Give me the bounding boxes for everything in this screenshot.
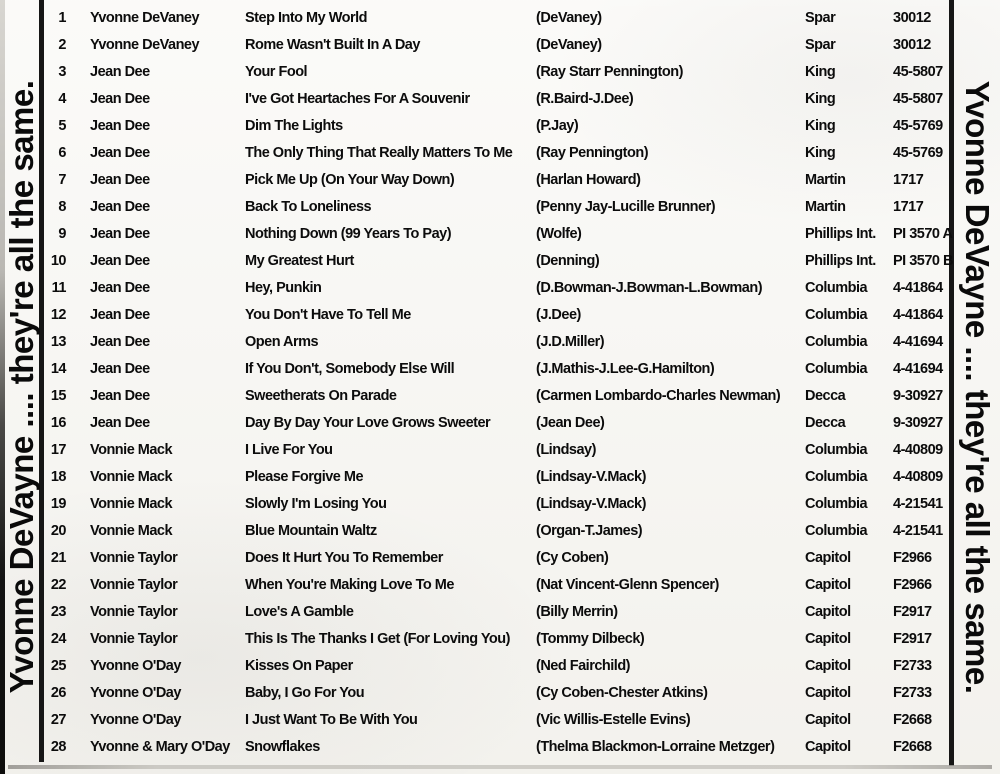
catalog-number: PI 3570 A: [893, 225, 953, 242]
writer-credit: (Harlan Howard): [536, 171, 641, 188]
track-number: 19: [50, 495, 66, 512]
table-row: [46, 328, 950, 355]
record-label: Columbia: [805, 360, 868, 377]
table-row: [46, 544, 950, 571]
writer-credit: (Billy Merrin): [536, 603, 618, 620]
bottom-edge-line: [8, 765, 992, 769]
catalog-number: 1717: [893, 171, 924, 188]
artist-name: Yvonne O'Day: [90, 711, 181, 728]
song-title: Rome Wasn't Built In A Day: [245, 36, 420, 53]
track-number: 3: [58, 63, 66, 80]
table-row: [46, 571, 950, 598]
record-label: King: [805, 90, 836, 107]
record-label: Phillips Int.: [805, 252, 876, 269]
writer-credit: (Thelma Blackmon-Lorraine Metzger): [536, 738, 775, 755]
table-row: [46, 463, 950, 490]
record-label: Columbia: [805, 279, 868, 296]
right-spine-title: Yvonne DeVayne .... they're all the same.: [959, 80, 996, 694]
song-title: The Only Thing That Really Matters To Me: [245, 144, 513, 161]
song-title: Dim The Lights: [245, 117, 343, 134]
catalog-number: 4-41694: [893, 333, 943, 350]
table-row: [46, 193, 950, 220]
writer-credit: (J.D.Miller): [536, 333, 605, 350]
table-row: [46, 436, 950, 463]
song-title: When You're Making Love To Me: [245, 576, 454, 593]
artist-name: Jean Dee: [90, 198, 150, 215]
record-label: Capitol: [805, 711, 851, 728]
writer-credit: (Ray Starr Pennington): [536, 63, 683, 80]
track-number: 1: [58, 9, 66, 26]
catalog-number: 45-5807: [893, 90, 943, 107]
catalog-number: F2966: [893, 549, 932, 566]
writer-credit: (Carmen Lombardo-Charles Newman): [536, 387, 781, 404]
writer-credit: (Organ-T.James): [536, 522, 643, 539]
artist-name: Jean Dee: [90, 387, 150, 404]
song-title: Sweetherats On Parade: [245, 387, 397, 404]
artist-name: Jean Dee: [90, 171, 150, 188]
track-number: 26: [50, 684, 66, 701]
record-label: Martin: [805, 198, 846, 215]
writer-credit: (Nat Vincent-Glenn Spencer): [536, 576, 719, 593]
track-number: 5: [58, 117, 66, 134]
writer-credit: (Ray Pennington): [536, 144, 649, 161]
song-title: Pick Me Up (On Your Way Down): [245, 171, 455, 188]
track-number: 4: [58, 90, 66, 107]
writer-credit: (Penny Jay-Lucille Brunner): [536, 198, 716, 215]
table-row: [46, 625, 950, 652]
artist-name: Vonnie Mack: [90, 441, 173, 458]
writer-credit: (Vic Willis-Estelle Evins): [536, 711, 691, 728]
track-number: 13: [50, 333, 66, 350]
song-title: This Is The Thanks I Get (For Loving You): [245, 630, 510, 647]
writer-credit: (Ned Fairchild): [536, 657, 631, 674]
table-row: [46, 409, 950, 436]
track-number: 17: [50, 441, 66, 458]
table-row: [46, 112, 950, 139]
table-row: [46, 598, 950, 625]
song-title: Love's A Gamble: [245, 603, 354, 620]
catalog-number: 45-5807: [893, 63, 943, 80]
song-title: You Don't Have To Tell Me: [245, 306, 411, 323]
record-label: Spar: [805, 36, 836, 53]
catalog-number: 4-41694: [893, 360, 943, 377]
catalog-number: 30012: [893, 36, 931, 53]
writer-credit: (Tommy Dilbeck): [536, 630, 645, 647]
catalog-number: F2668: [893, 738, 932, 755]
catalog-number: 1717: [893, 198, 924, 215]
track-number: 7: [58, 171, 66, 188]
track-number: 8: [58, 198, 66, 215]
artist-name: Jean Dee: [90, 360, 150, 377]
table-row: [46, 301, 950, 328]
record-label: Capitol: [805, 576, 851, 593]
table-row: [46, 274, 950, 301]
artist-name: Jean Dee: [90, 414, 150, 431]
catalog-number: 4-41864: [893, 279, 943, 296]
artist-name: Vonnie Mack: [90, 495, 173, 512]
track-number: 25: [50, 657, 66, 674]
catalog-number: PI 3570 B: [893, 252, 953, 269]
catalog-number: 45-5769: [893, 144, 943, 161]
catalog-number: 9-30927: [893, 387, 943, 404]
artist-name: Jean Dee: [90, 279, 150, 296]
track-number: 18: [50, 468, 66, 485]
record-label: Capitol: [805, 630, 851, 647]
record-label: Capitol: [805, 657, 851, 674]
song-title: Step Into My World: [245, 9, 368, 26]
writer-credit: (P.Jay): [536, 117, 579, 134]
table-row: [46, 85, 950, 112]
track-listing-table: [46, 4, 953, 760]
table-row: [46, 490, 950, 517]
record-label: Martin: [805, 171, 846, 188]
table-row: [46, 31, 950, 58]
artist-name: Vonnie Taylor: [90, 603, 178, 620]
track-number: 22: [50, 576, 66, 593]
table-row: [46, 247, 953, 274]
writer-credit: (DeVaney): [536, 9, 602, 26]
song-title: Please Forgive Me: [245, 468, 364, 485]
track-number: 12: [50, 306, 66, 323]
record-label: Decca: [805, 414, 846, 431]
song-title: Slowly I'm Losing You: [245, 495, 387, 512]
catalog-number: F2966: [893, 576, 932, 593]
table-row: [46, 382, 950, 409]
artist-name: Yvonne & Mary O'Day: [90, 738, 230, 755]
record-label: King: [805, 63, 836, 80]
track-number: 24: [50, 630, 66, 647]
catalog-number: 4-21541: [893, 522, 943, 539]
writer-credit: (Wolfe): [536, 225, 582, 242]
artist-name: Jean Dee: [90, 144, 150, 161]
artist-name: Vonnie Taylor: [90, 549, 178, 566]
catalog-number: F2917: [893, 630, 932, 647]
track-number: 10: [50, 252, 66, 269]
record-label: Columbia: [805, 306, 868, 323]
record-label: Columbia: [805, 495, 868, 512]
artist-name: Yvonne O'Day: [90, 657, 181, 674]
writer-credit: (Lindsay-V.Mack): [536, 495, 646, 512]
table-row: [46, 220, 953, 247]
track-number: 9: [58, 225, 66, 242]
catalog-number: 45-5769: [893, 117, 943, 134]
song-title: Blue Mountain Waltz: [245, 522, 377, 539]
record-label: Capitol: [805, 603, 851, 620]
artist-name: Jean Dee: [90, 63, 150, 80]
artist-name: Jean Dee: [90, 225, 150, 242]
artist-name: Vonnie Mack: [90, 468, 173, 485]
track-number: 16: [50, 414, 66, 431]
artist-name: Jean Dee: [90, 90, 150, 107]
table-row: [46, 706, 950, 733]
record-label: Columbia: [805, 333, 868, 350]
artist-name: Vonnie Taylor: [90, 630, 178, 647]
record-label: Spar: [805, 9, 836, 26]
track-number: 15: [50, 387, 66, 404]
song-title: Kisses On Paper: [245, 657, 353, 674]
writer-credit: (Lindsay-V.Mack): [536, 468, 646, 485]
left-spine-title: Yvonne DeVayne .... they're all the same.: [3, 80, 40, 694]
artist-name: Vonnie Taylor: [90, 576, 178, 593]
writer-credit: (J.Dee): [536, 306, 581, 323]
writer-credit: (J.Mathis-J.Lee-G.Hamilton): [536, 360, 715, 377]
table-row: [46, 58, 950, 85]
song-title: Day By Day Your Love Grows Sweeter: [245, 414, 491, 431]
song-title: If You Don't, Somebody Else Will: [245, 360, 455, 377]
writer-credit: (Jean Dee): [536, 414, 605, 431]
table-row: [46, 733, 950, 760]
track-number: 11: [51, 279, 66, 296]
track-number: 21: [50, 549, 66, 566]
record-label: Phillips Int.: [805, 225, 876, 242]
catalog-number: 4-21541: [893, 495, 943, 512]
song-title: Baby, I Go For You: [245, 684, 365, 701]
writer-credit: (DeVaney): [536, 36, 602, 53]
writer-credit: (Cy Coben-Chester Atkins): [536, 684, 708, 701]
artist-name: Yvonne O'Day: [90, 684, 181, 701]
song-title: I Live For You: [245, 441, 333, 458]
song-title: Your Fool: [245, 63, 308, 80]
record-label: King: [805, 117, 836, 134]
track-number: 20: [50, 522, 66, 539]
song-title: Hey, Punkin: [245, 279, 322, 296]
track-number: 2: [58, 36, 66, 53]
artist-name: Jean Dee: [90, 117, 150, 134]
catalog-number: F2733: [893, 684, 932, 701]
catalog-number: 9-30927: [893, 414, 943, 431]
catalog-number: 30012: [893, 9, 931, 26]
table-row: [46, 679, 950, 706]
track-number: 27: [50, 711, 66, 728]
record-label: Columbia: [805, 522, 868, 539]
record-label: Decca: [805, 387, 846, 404]
table-row: [46, 652, 950, 679]
song-title: I Just Want To Be With You: [245, 711, 418, 728]
catalog-number: F2733: [893, 657, 932, 674]
record-label: Capitol: [805, 738, 851, 755]
writer-credit: (D.Bowman-J.Bowman-L.Bowman): [536, 279, 763, 296]
song-title: Open Arms: [245, 333, 319, 350]
track-number: 14: [50, 360, 66, 377]
record-label: Capitol: [805, 684, 851, 701]
song-title: Back To Loneliness: [245, 198, 372, 215]
catalog-number: F2917: [893, 603, 932, 620]
table-row: [46, 4, 950, 31]
record-label: Columbia: [805, 441, 868, 458]
writer-credit: (R.Baird-J.Dee): [536, 90, 634, 107]
artist-name: Yvonne DeVaney: [90, 36, 200, 53]
song-title: Does It Hurt You To Remember: [245, 549, 443, 566]
track-number: 28: [50, 738, 66, 755]
song-title: I've Got Heartaches For A Souvenir: [245, 90, 470, 107]
artist-name: Jean Dee: [90, 333, 150, 350]
song-title: Nothing Down (99 Years To Pay): [245, 225, 452, 242]
writer-credit: (Denning): [536, 252, 600, 269]
record-label: King: [805, 144, 836, 161]
table-row: [46, 166, 950, 193]
artist-name: Yvonne DeVaney: [90, 9, 200, 26]
table-row: [46, 355, 950, 382]
table-row: [46, 139, 950, 166]
catalog-number: 4-40809: [893, 441, 943, 458]
song-title: Snowflakes: [245, 738, 320, 755]
catalog-number: 4-40809: [893, 468, 943, 485]
writer-credit: (Lindsay): [536, 441, 596, 458]
record-label: Columbia: [805, 468, 868, 485]
record-label: Capitol: [805, 549, 851, 566]
song-title: My Greatest Hurt: [245, 252, 354, 269]
artist-name: Jean Dee: [90, 306, 150, 323]
track-number: 6: [58, 144, 66, 161]
writer-credit: (Cy Coben): [536, 549, 609, 566]
catalog-number: 4-41864: [893, 306, 943, 323]
catalog-number: F2668: [893, 711, 932, 728]
table-row: [46, 517, 950, 544]
track-number: 23: [50, 603, 66, 620]
artist-name: Vonnie Mack: [90, 522, 173, 539]
artist-name: Jean Dee: [90, 252, 150, 269]
